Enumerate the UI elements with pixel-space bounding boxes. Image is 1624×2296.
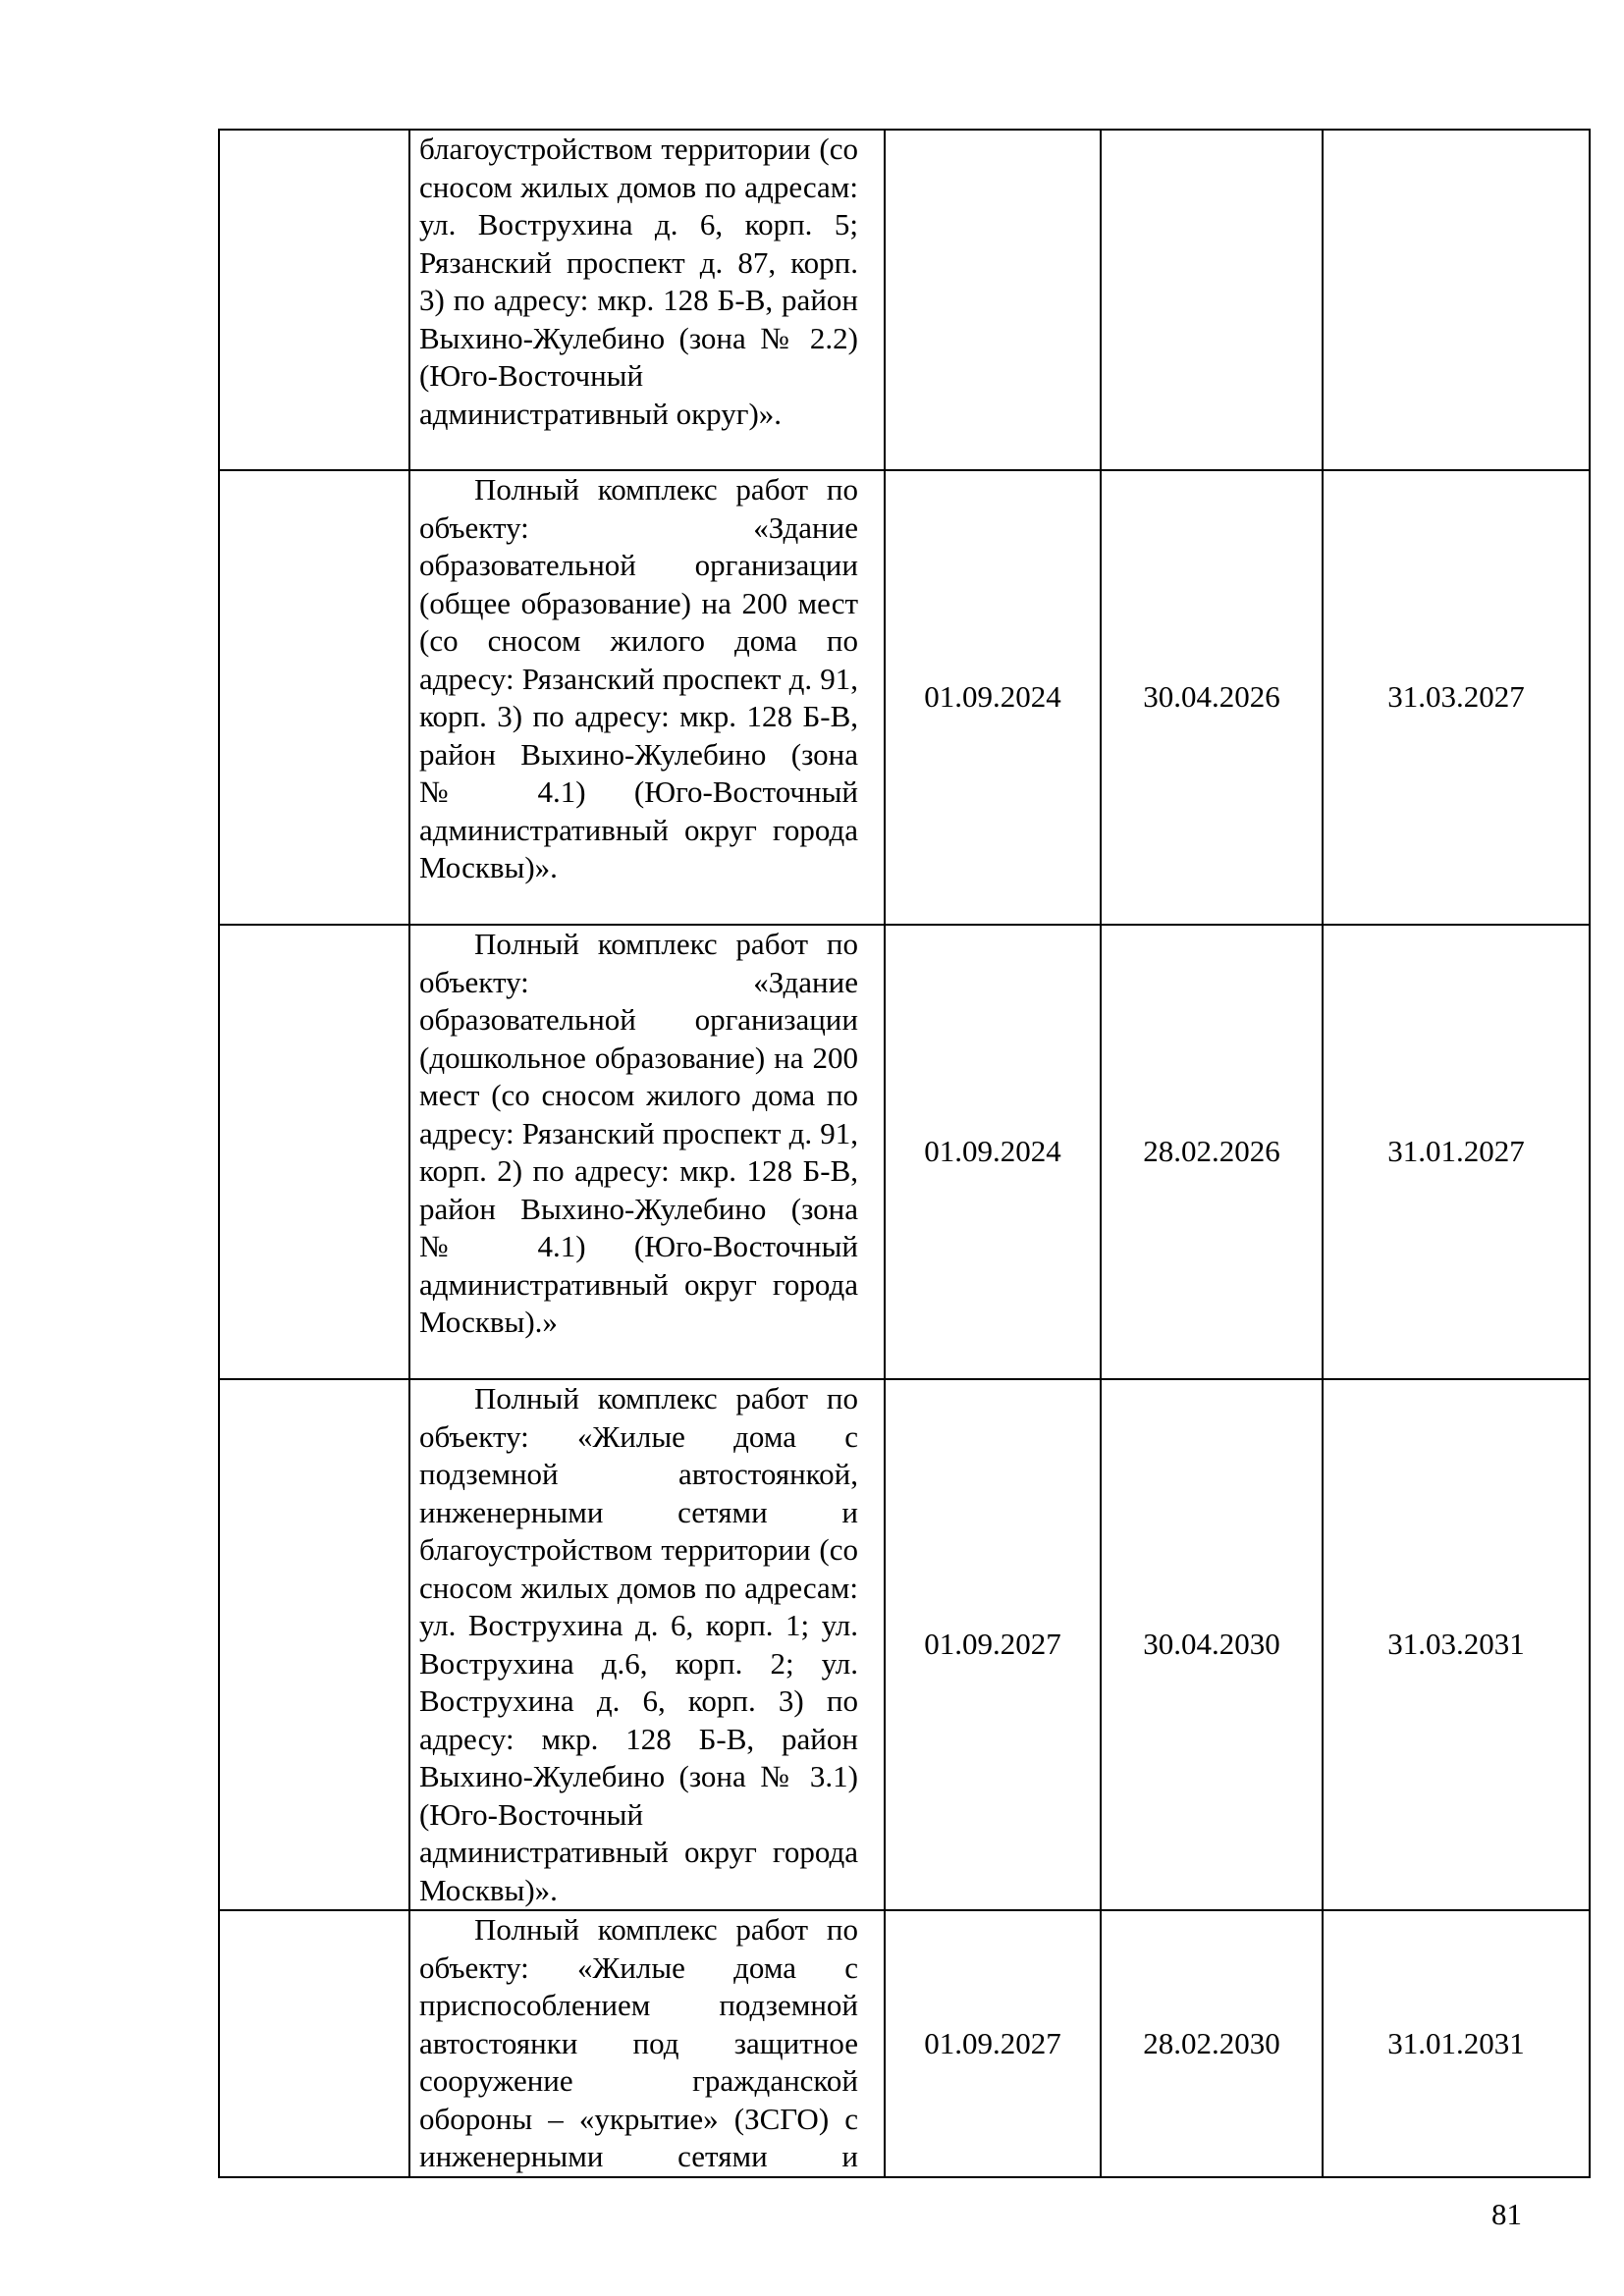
empty-cell [219,1379,409,1910]
start-date-cell [885,130,1101,470]
table-row [219,470,1590,925]
description-text: благоустройством территории (со сносом жилых домов по адресам: ул. Вострухина д. 6, корп. 5; Рязанский проспект д. 87, корп. 3) по адресу: мкр. 128 Б-В, район Выхино-Жулебино (зона № 2.2) (Юго-Восточный административный округ)». [419,132,858,431]
end-date-cell [1323,130,1590,470]
table-row [219,1910,1590,2177]
table-row [219,130,1590,470]
description-text: Полный комплекс работ по объекту: «Жилые дома с подземной автостоянкой, инженерными сетями и благоустройством территории (со сносом жилых домов по адресам: ул. Вострухина д. 6, корп. 1; ул. Вострухина д.6, корп. 2; ул. Вострухина д. 6, корп. 3) по адресу: мкр. 128 Б-В, район Выхино-Жулебино (зона № 3.1) (Юго-Восточный административный округ города Москвы)». [419,1381,858,1907]
end-date-cell: 31.01.2027 [1323,925,1590,1379]
page-number: 81 [1491,2197,1522,2231]
empty-cell [219,130,409,470]
description-text: Полный комплекс работ по объекту: «Жилые дома с приспособлением подземной автостоянки под защитное сооружение гражданской обороны – «укрытие» (ЗСГО) с инженерными сетями и [419,1912,858,2173]
description-cell [409,1379,885,1910]
mid-date-cell: 28.02.2026 [1101,925,1323,1379]
description-cell [409,470,885,925]
description-cell [409,925,885,1379]
end-date-cell: 31.03.2031 [1323,1379,1590,1910]
description-cell [409,130,885,470]
start-date-cell: 01.09.2024 [885,470,1101,925]
start-date-cell: 01.09.2024 [885,925,1101,1379]
start-date-cell: 01.09.2027 [885,1379,1101,1910]
empty-cell [219,1910,409,2177]
mid-date-cell [1101,130,1323,470]
mid-date-cell: 30.04.2026 [1101,470,1323,925]
end-date-cell: 31.03.2027 [1323,470,1590,925]
empty-cell [219,925,409,1379]
description-cell [409,1910,885,2177]
mid-date-cell: 28.02.2030 [1101,1910,1323,2177]
table-row [219,925,1590,1379]
empty-cell [219,470,409,925]
table-row [219,1379,1590,1910]
end-date-cell: 31.01.2031 [1323,1910,1590,2177]
mid-date-cell: 30.04.2030 [1101,1379,1323,1910]
description-text: Полный комплекс работ по объекту: «Здание образовательной организации (общее образование) на 200 мест (со сносом жилого дома по адресу: Рязанский проспект д. 91, корп. 3) по адресу: мкр. 128 Б-В, район Выхино-Жулебино (зона № 4.1) (Юго-Восточный административный округ города Москвы)». [419,472,858,884]
schedule-table [218,129,1591,2178]
description-text: Полный комплекс работ по объекту: «Здание образовательной организации (дошкольное образование) на 200 мест (со сносом жилого дома по адресу: Рязанский проспект д. 91, корп. 2) по адресу: мкр. 128 Б-В, район Выхино-Жулебино (зона № 4.1) (Юго-Восточный административный округ города Москвы).» [419,927,858,1339]
start-date-cell: 01.09.2027 [885,1910,1101,2177]
